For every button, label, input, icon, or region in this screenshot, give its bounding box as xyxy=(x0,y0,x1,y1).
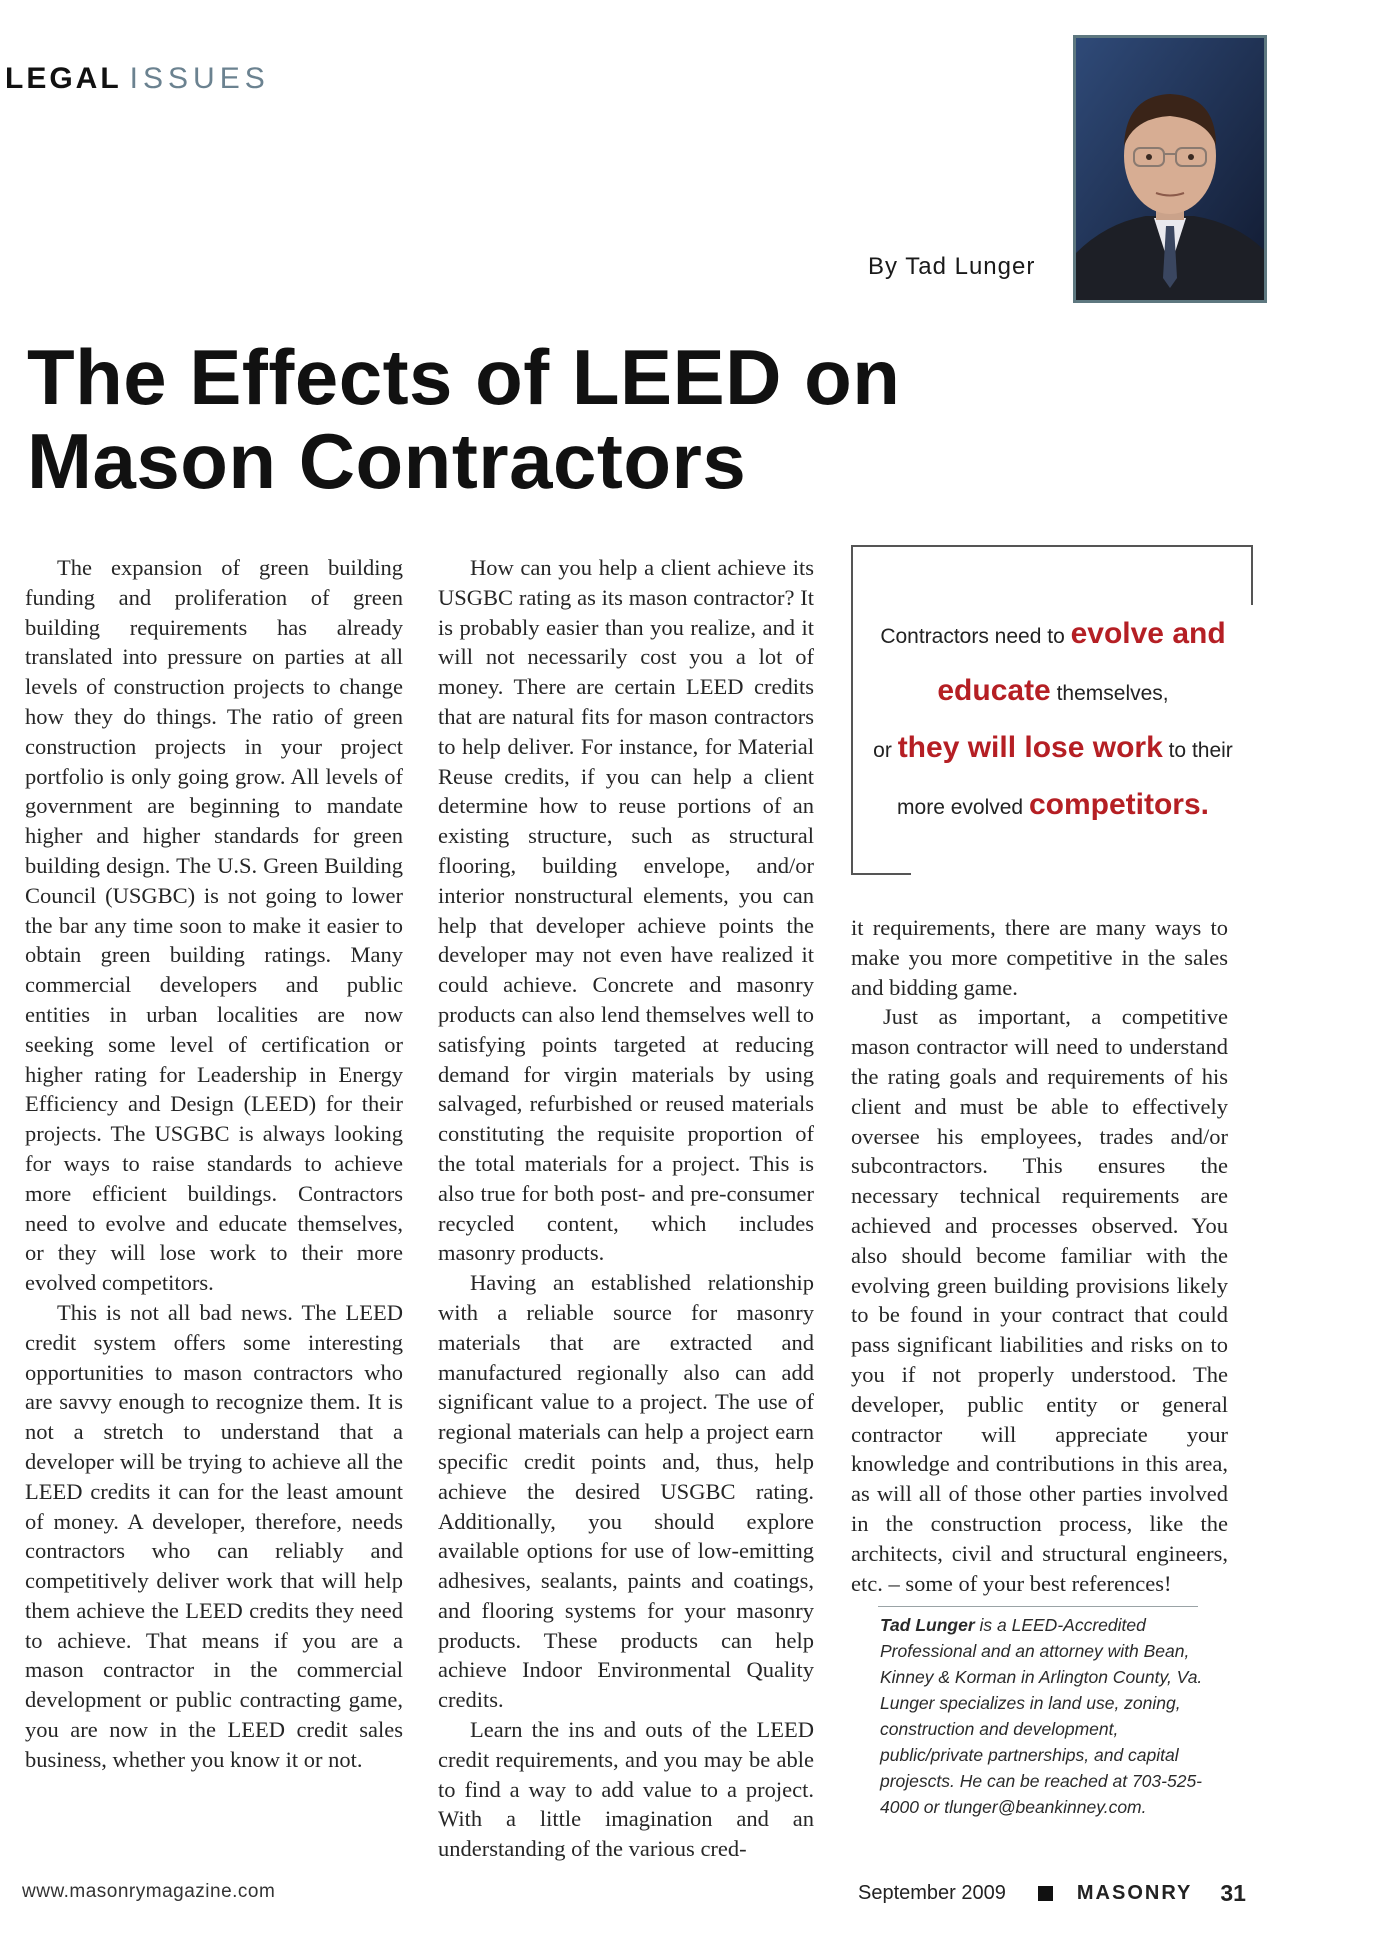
page-number: 31 xyxy=(1220,1880,1246,1906)
title-line-1: The Effects of LEED on xyxy=(27,333,901,421)
square-bullet-icon xyxy=(1038,1886,1053,1901)
article-title xyxy=(27,335,1027,503)
paragraph: How can you help a client achieve its USGBC rating as its mason contractor? It is probably easier than you realize, and it will not necessarily cost you a lot of money. There are certain LEED credits that are natural fits for mason contractors to help deliver. For instance, for Material Reuse credits, if you can help a client determine how to reuse portions of an existing structure, such as structural flooring, building envelope, and/or interior nonstructural elements, you can help that developer achieve points the developer may not even have realized it could achieve. Concrete and masonry products can also lend themselves well to satisfying points targeted at reducing demand for virgin materials by using salvaged, refurbished or reused materials constituting the requisite proportion of the total materials for a project. This is also true for both post- and pre-consumer recycled content, which includes masonry products. xyxy=(438,555,814,1266)
column-3 xyxy=(851,913,1228,1598)
paragraph: Having an established relationship with a reliable source for masonry materials that are extracted and manufactured regionally also can add significant value to a project. The use of regional materials can help a project earn specific credit points and, thus, help achieve the desired USGBC rating. Additionally, you should explore available options for use of low-emitting adhesives, sealants, paints and coatings, and flooring systems for your masonry products. These products can help achieve Indoor Environmental Quality credits. xyxy=(438,1270,814,1713)
footer-url: www.masonrymagazine.com xyxy=(22,1881,276,1902)
paragraph: Just as important, a competitive mason contractor will need to understand the rating goals and requirements of his client and must be able to effectively oversee his employees, trades and/or subcontractors. This ensures the necessary technical requirements are achieved and processes observed. You also should become familiar with the evolving green building provisions likely to be found in your contract that could pass significant liabilities and risks on to you if not properly understood. The developer, public entity or general contractor will appreciate your knowledge and contributions in this area, as will all of those other parties involved in the construction process, like the architects, civil and structural engineers, etc. – some of your best references! xyxy=(851,1004,1228,1596)
bio-divider xyxy=(878,1606,1198,1607)
footer-date: September 2009 xyxy=(858,1882,1006,1904)
section-label-bold: LEGAL xyxy=(5,62,122,95)
column-2 xyxy=(438,553,814,1864)
pull-quote-border-bottom xyxy=(851,873,911,875)
pull-quote-line-4: more evolved competitors. xyxy=(897,788,1209,821)
pull-quote-border-right xyxy=(1251,545,1253,605)
bio-name: Tad Lunger xyxy=(880,1615,975,1635)
pull-quote-text xyxy=(857,607,1249,835)
bio-text: is a LEED-Accredited Professional and an attorney with Bean, Kinney & Korman in Arlington County, Va. Lunger specializes in land use, zoning, construction and development, public/private partnerships, and capital projescts. He can be reached at 703-525-4000 or tlunger@beankinney.com. xyxy=(880,1615,1203,1817)
pull-quote-line-3: or they will lose work to their xyxy=(873,731,1233,764)
section-label xyxy=(5,62,270,96)
pull-quote-border-top xyxy=(851,545,1252,547)
paragraph: Learn the ins and outs of the LEED credit requirements, and you may be able to find a way to add value to a project. With a little imagination and an understanding of the various cred- xyxy=(438,1717,814,1862)
column-1 xyxy=(25,553,403,1775)
paragraph: This is not all bad news. The LEED credit system offers some interesting opportunities to mason contractors who are savvy enough to recognize them. It is not a stretch to understand that a developer will be trying to achieve all the LEED credits it can for the least amount of money. A developer, therefore, needs contractors who can reliably and competitively deliver work that will help them achieve the LEED credits they need to achieve. That means if you are a mason contractor in the commercial development or public contracting game, you are now in the LEED credit sales business, whether you know it or not. xyxy=(25,1299,403,1772)
footer-folio xyxy=(858,1880,1246,1907)
title-line-2: Mason Contractors xyxy=(27,417,747,505)
pull-quote-border-left xyxy=(851,545,853,875)
byline: By Tad Lunger xyxy=(868,253,1036,280)
footer-magazine: MASONRY xyxy=(1076,1882,1193,1904)
pull-quote xyxy=(851,545,1253,875)
paragraph: it requirements, there are many ways to make you more competitive in the sales and bidding game. xyxy=(851,915,1228,1000)
section-label-light: ISSUES xyxy=(129,62,270,95)
pull-quote-line-1: Contractors need to evolve and xyxy=(880,617,1226,650)
author-bio xyxy=(880,1612,1220,1820)
author-photo xyxy=(1073,35,1267,303)
paragraph: The expansion of green building funding and proliferation of green building requirements has already translated into pressure on parties at all levels of construction projects to change how they do things. The ratio of green construction projects in your project portfolio is only going grow. All levels of government are beginning to mandate higher and higher standards for green building design. The U.S. Green Building Council (USGBC) is not going to lower the bar any time soon to make it easier to obtain green building ratings. Many commercial developers and public entities in urban localities are now seeking some level of certification or higher rating for Leadership in Energy Efficiency and Design (LEED) for their projects. The USGBC is always looking for ways to raise standards to achieve more efficient buildings. Contractors need to evolve and educate themselves, or they will lose work to their more evolved competitors. xyxy=(25,555,403,1296)
pull-quote-line-2: educate themselves, xyxy=(937,674,1169,707)
